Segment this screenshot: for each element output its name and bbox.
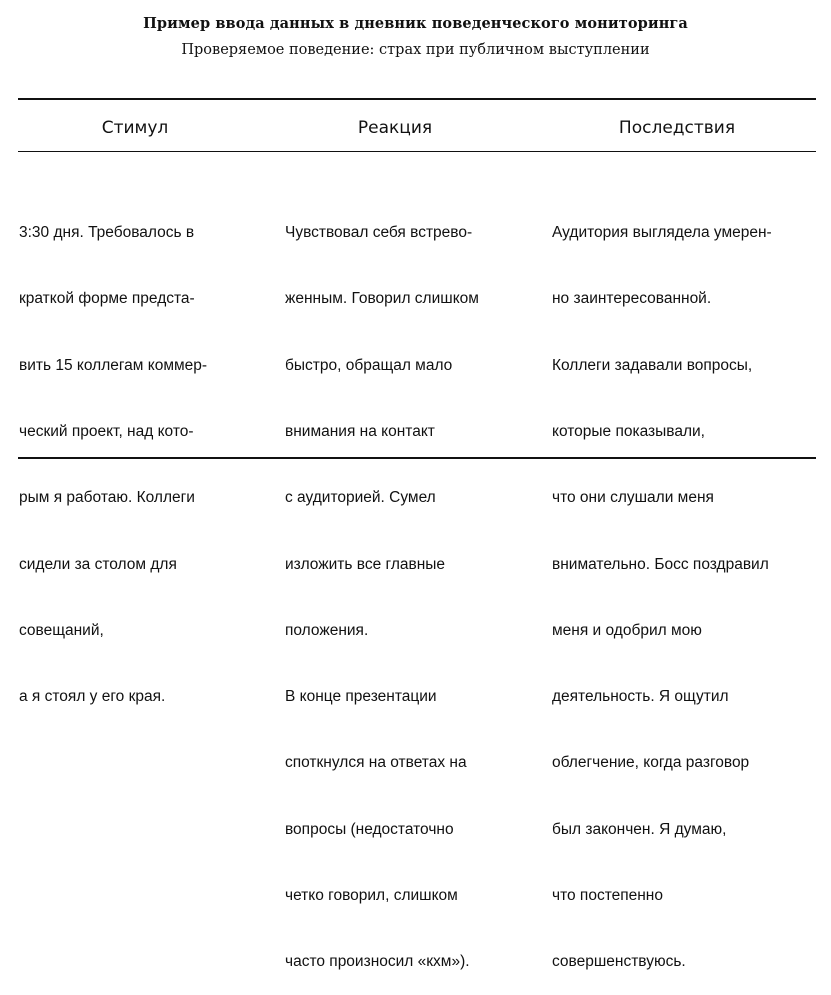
stimulus-line: рым я работаю. Коллеги [19, 489, 195, 507]
consequences-line: деятельность. Я ощутил [552, 688, 729, 706]
reaction-line: Чувствовал себя встрево- [285, 224, 473, 242]
stimulus-line: 3:30 дня. Требовалось в [19, 224, 195, 242]
consequences-line: внимательно. Босс поздравил [552, 555, 769, 573]
consequences-line: был закончен. Я думаю, [552, 820, 727, 838]
document-subtitle: Проверяемое поведение: страх при публичном выступлении [181, 42, 650, 58]
table-header-rule [18, 151, 816, 152]
column-header-reaction: Реакция [357, 118, 433, 138]
reaction-line: женным. Говорил слишком [285, 290, 479, 308]
stimulus-line: сидели за столом для [19, 555, 177, 573]
consequences-line: что они слушали меня [552, 489, 714, 507]
column-header-stimulus: Стимул [101, 118, 169, 138]
column-header-consequences: Последствия [618, 118, 736, 138]
stimulus-line: совещаний, [19, 621, 104, 639]
reaction-line: с аудиторией. Сумел [285, 489, 436, 507]
reaction-line: четко говорил, слишком [285, 887, 458, 904]
reaction-line: вопросы (недостаточно [285, 820, 454, 838]
stimulus-line: краткой форме предста- [19, 290, 195, 308]
consequences-line: но заинтересованной. [552, 290, 712, 308]
table-top-rule [18, 98, 816, 100]
reaction-line: часто произносил «кхм»). [285, 953, 470, 971]
stimulus-cell [19, 178, 207, 730]
consequences-line: меня и одобрил мою [552, 621, 702, 639]
reaction-line: изложить все главные [285, 555, 446, 573]
table-bottom-rule [18, 457, 816, 459]
consequences-line: облегчение, когда разговор [552, 754, 750, 772]
reaction-line: положения. [285, 621, 369, 639]
reaction-line: быстро, обращал мало [285, 356, 453, 374]
stimulus-line: ческий проект, над кото- [19, 423, 194, 441]
stimulus-line: а я стоял у его края. [19, 688, 166, 706]
consequences-line: Аудитория выглядела умерен- [552, 224, 772, 242]
reaction-cell [285, 178, 479, 995]
consequences-line: что постепенно [552, 887, 663, 904]
consequences-cell [552, 178, 772, 995]
reaction-line: споткнулся на ответах на [285, 754, 467, 772]
document-title: Пример ввода данных в дневник поведенческого мониторинга [143, 15, 688, 32]
reaction-line: В конце презентации [285, 688, 437, 706]
reaction-line: внимания на контакт [285, 423, 435, 441]
consequences-line: которые показывали, [552, 423, 705, 441]
consequences-line: совершенствуюсь. [552, 953, 686, 971]
consequences-line: Коллеги задавали вопросы, [552, 356, 753, 374]
stimulus-line: вить 15 коллегам коммер- [19, 356, 208, 374]
